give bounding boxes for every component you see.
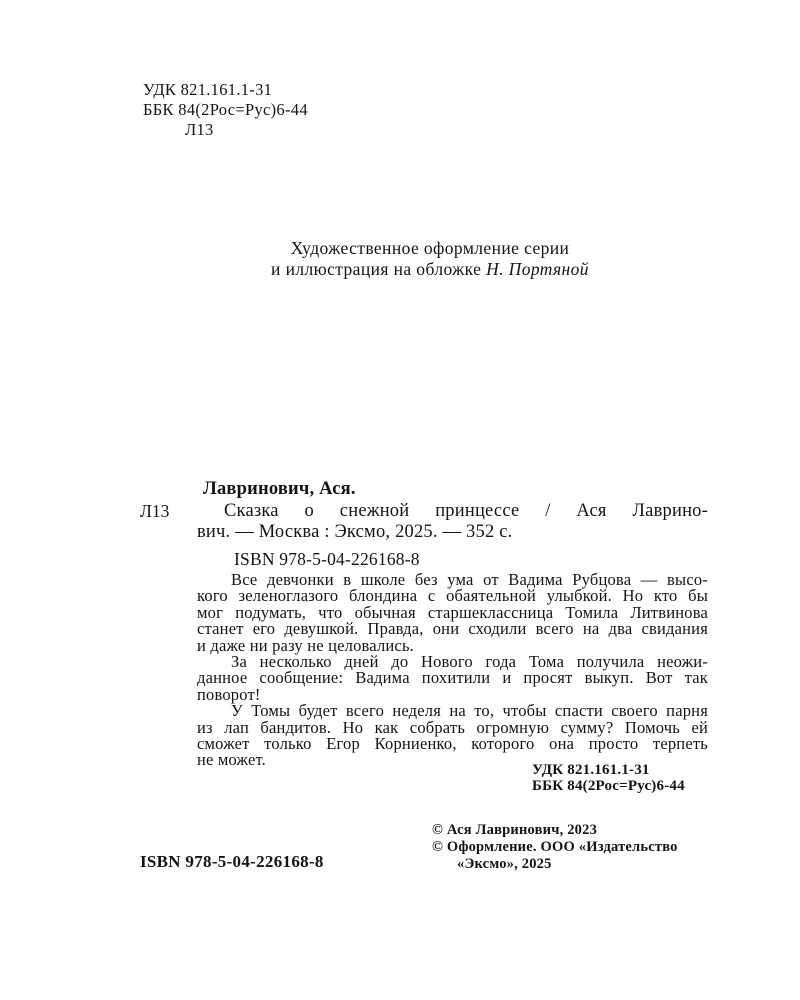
imprint-udk-code: УДК 821.161.1-31 <box>532 762 650 778</box>
annotation-line: и даже ни разу не целовались. <box>197 635 415 655</box>
annotation-line: сможет только Егор Корниенко, которого она просто терпеть <box>197 734 708 754</box>
imprint-bbk-code: ББК 84(2Рос=Рус)6-44 <box>532 777 685 794</box>
annotation-line: из лап бандитов. Но как собрать огромную сумму? Помочь ей <box>197 717 708 737</box>
annotation-line: Все девчонки в школе без ума от Вадима Рубцова — высо- <box>231 570 708 589</box>
annotation-line: данное сообщение: Вадима похитили и просят выкуп. Вот так <box>197 668 708 688</box>
annotation-line: За несколько дней до Нового года Тома получила неожи- <box>231 652 708 672</box>
annotation-line: станет его девушкой. Правда, они сходили всего на два свидания <box>197 619 708 639</box>
copyright-publisher-line: © Оформление. ООО «Издательство <box>432 838 678 855</box>
annotation-line: поворот! <box>197 684 261 704</box>
annotation-line: У Томы будет всего неделя на то, чтобы спасти своего парня <box>231 701 708 721</box>
catalog-entry <box>197 479 708 570</box>
annotation-line: не может. <box>197 750 266 770</box>
annotation-line: кого зеленоглазого блондина с обаятельной улыбкой. Но кто бы <box>197 586 708 606</box>
bbk-code: ББК 84(2Рос=Рус)6-44 <box>143 100 308 119</box>
catalog-isbn: ISBN 978-5-04-226168-8 <box>234 548 420 569</box>
catalog-author: Лавринович, Ася. <box>203 479 356 499</box>
annotation <box>197 572 708 769</box>
isbn-bottom: ISBN 978-5-04-226168-8 <box>140 852 324 871</box>
copyright-author-line: © Ася Лавринович, 2023 <box>432 822 598 838</box>
catalog-title-line: вич. — Москва : Эксмо, 2025. — 352 с. <box>197 522 513 542</box>
design-credit-line2 <box>145 259 715 280</box>
author-sign-code: Л13 <box>185 120 214 139</box>
design-credit-line1: Художественное оформление серии <box>290 238 570 258</box>
design-credit-line2-text: и иллюстрация на обложке <box>271 258 482 279</box>
copyright-block <box>432 822 722 873</box>
design-credit <box>145 238 715 279</box>
catalog-margin-code: Л13 <box>140 501 170 521</box>
illustrator-name: Н. Портяной <box>486 258 589 279</box>
annotation-line: мог подумать, что обычная старшеклассница Томила Литвинова <box>197 602 708 622</box>
udk-code: УДК 821.161.1-31 <box>143 80 273 99</box>
top-catalog-codes <box>143 80 308 140</box>
imprint-codes <box>532 763 685 794</box>
catalog-title-line: Сказка о снежной принцессе / Ася Лаврино- <box>224 500 708 521</box>
copyright-publisher-wrap-line: «Эксмо», 2025 <box>457 855 552 872</box>
